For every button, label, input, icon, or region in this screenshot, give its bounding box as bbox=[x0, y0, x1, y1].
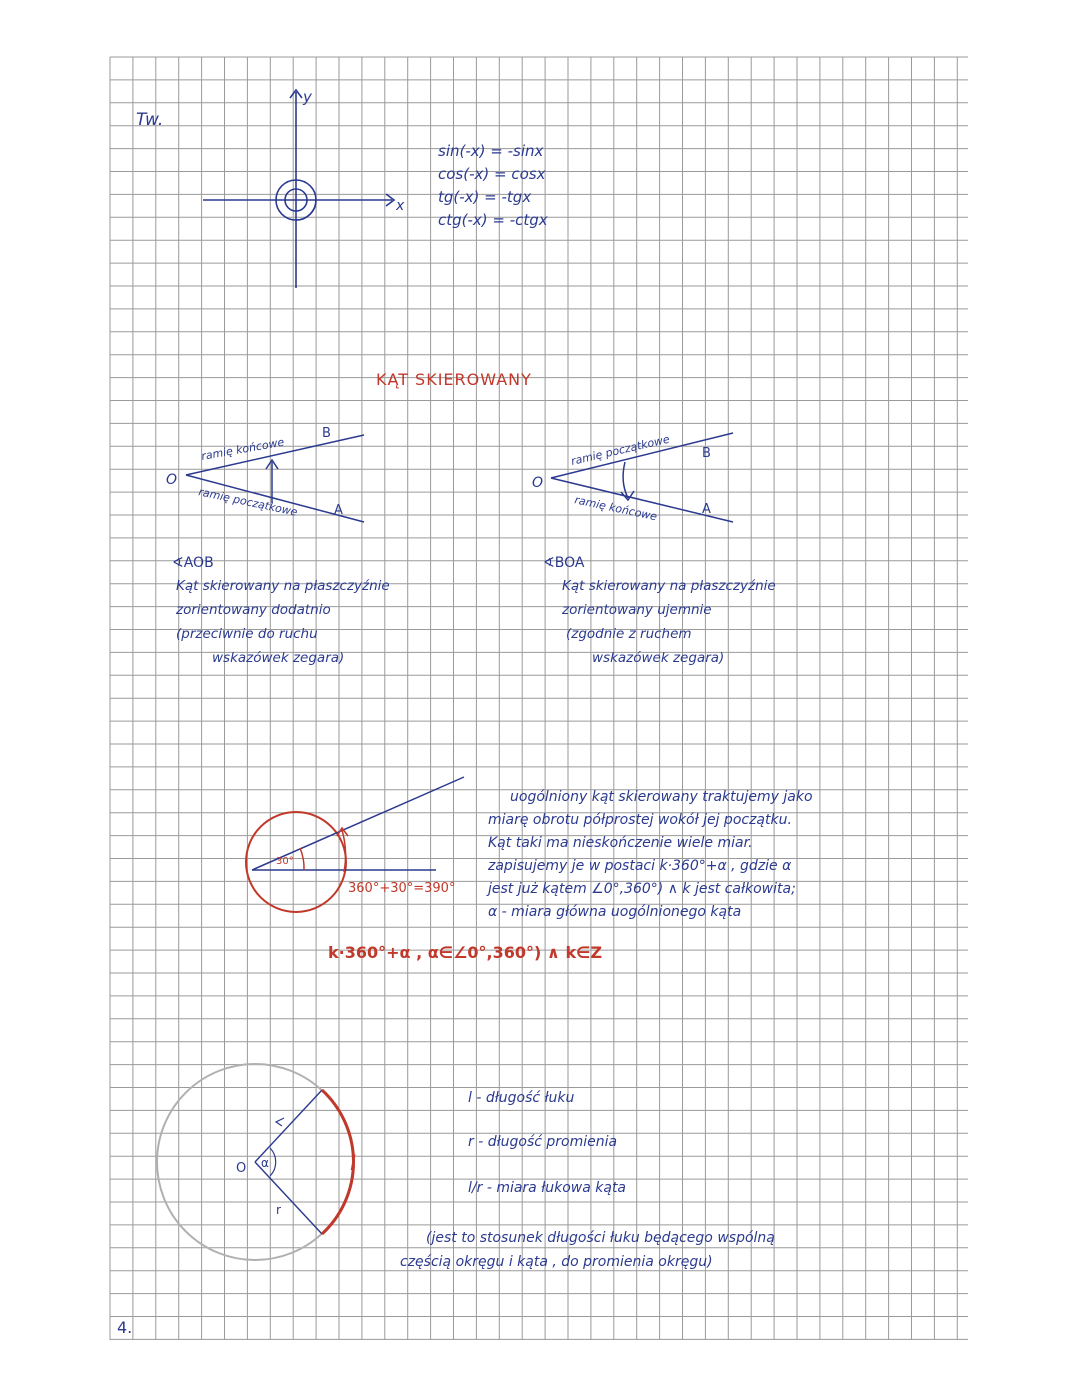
arc-length-label: l bbox=[350, 1151, 356, 1175]
section-title: KĄT SKIEROWANY bbox=[376, 370, 532, 389]
right-point-a: A bbox=[702, 502, 711, 517]
left-note-line: Kąt skierowany na płaszczyźnie bbox=[176, 578, 390, 594]
x-axis-label: x bbox=[396, 198, 405, 214]
right-note-line: zorientowany ujemnie bbox=[562, 602, 712, 618]
formula-ctg: ctg(-x) = -ctgx bbox=[438, 211, 548, 229]
definition-line: l - długość łuku bbox=[468, 1090, 575, 1106]
inner-angle-label: 30° bbox=[276, 856, 294, 867]
paragraph-line: uogólniony kąt skierowany traktujemy jako bbox=[510, 789, 813, 805]
left-point-b: B bbox=[322, 426, 331, 441]
paragraph-line: α - miara główna uogólnionego kąta bbox=[488, 904, 742, 920]
alpha-label: α bbox=[261, 1156, 269, 1170]
arc-vertex-label: O bbox=[236, 1161, 247, 1176]
right-vertex-label: O bbox=[532, 475, 544, 491]
right-lower-arm-label: ramię końcowe bbox=[573, 493, 659, 524]
right-note-line: (zgodnie z ruchem bbox=[566, 626, 692, 642]
left-note-line: zorientowany dodatnio bbox=[176, 602, 331, 618]
formula-cos: cos(-x) = cosx bbox=[438, 165, 546, 183]
left-vertex-label: O bbox=[166, 472, 178, 488]
explanation-line: (jest to stosunek długości łuku będącego wspólną bbox=[426, 1230, 775, 1246]
page-heading: Tw. bbox=[136, 110, 164, 130]
paragraph-line: zapisujemy je w postaci k·360°+α , gdzie α bbox=[488, 858, 792, 874]
angle-sum-label: 360°+30°=390° bbox=[348, 881, 456, 896]
page-number: 4. bbox=[117, 1318, 133, 1337]
right-note-line: Kąt skierowany na płaszczyźnie bbox=[562, 578, 776, 594]
left-point-a: A bbox=[334, 503, 343, 518]
right-note-line: wskazówek zegara) bbox=[592, 650, 725, 666]
left-angle-name: ∢AOB bbox=[172, 555, 214, 571]
paragraph-line: jest już kątem ∠0°,360°) ∧ k jest całkowita; bbox=[488, 881, 796, 897]
general-angle-formula: k·360°+α , α∈∠0°,360°) ∧ k∈Z bbox=[328, 943, 603, 962]
right-angle-name: ∢BOA bbox=[543, 555, 585, 571]
definition-line: l/r - miara łukowa kąta bbox=[468, 1180, 627, 1196]
formula-sin: sin(-x) = -sinx bbox=[438, 142, 544, 160]
right-upper-arm-label: ramię początkowe bbox=[569, 432, 671, 468]
formula-tg: tg(-x) = -tgx bbox=[438, 188, 532, 206]
right-point-b: B bbox=[702, 446, 711, 461]
definition-line: r - długość promienia bbox=[468, 1134, 618, 1150]
y-axis-label: y bbox=[303, 88, 312, 106]
explanation-line: częścią okręgu i kąta , do promienia okręgu) bbox=[400, 1254, 713, 1270]
radius-label: r bbox=[276, 1203, 281, 1217]
left-upper-arm-label: ramię końcowe bbox=[200, 435, 286, 463]
left-note-line: (przeciwnie do ruchu bbox=[176, 626, 318, 642]
paragraph-line: miarę obrotu półprostej wokół jej początku. bbox=[488, 812, 792, 828]
paragraph-line: Kąt taki ma nieskończenie wiele miar. bbox=[488, 835, 753, 851]
left-lower-arm-label: ramię początkowe bbox=[197, 485, 299, 519]
left-note-line: wskazówek zegara) bbox=[212, 650, 345, 666]
